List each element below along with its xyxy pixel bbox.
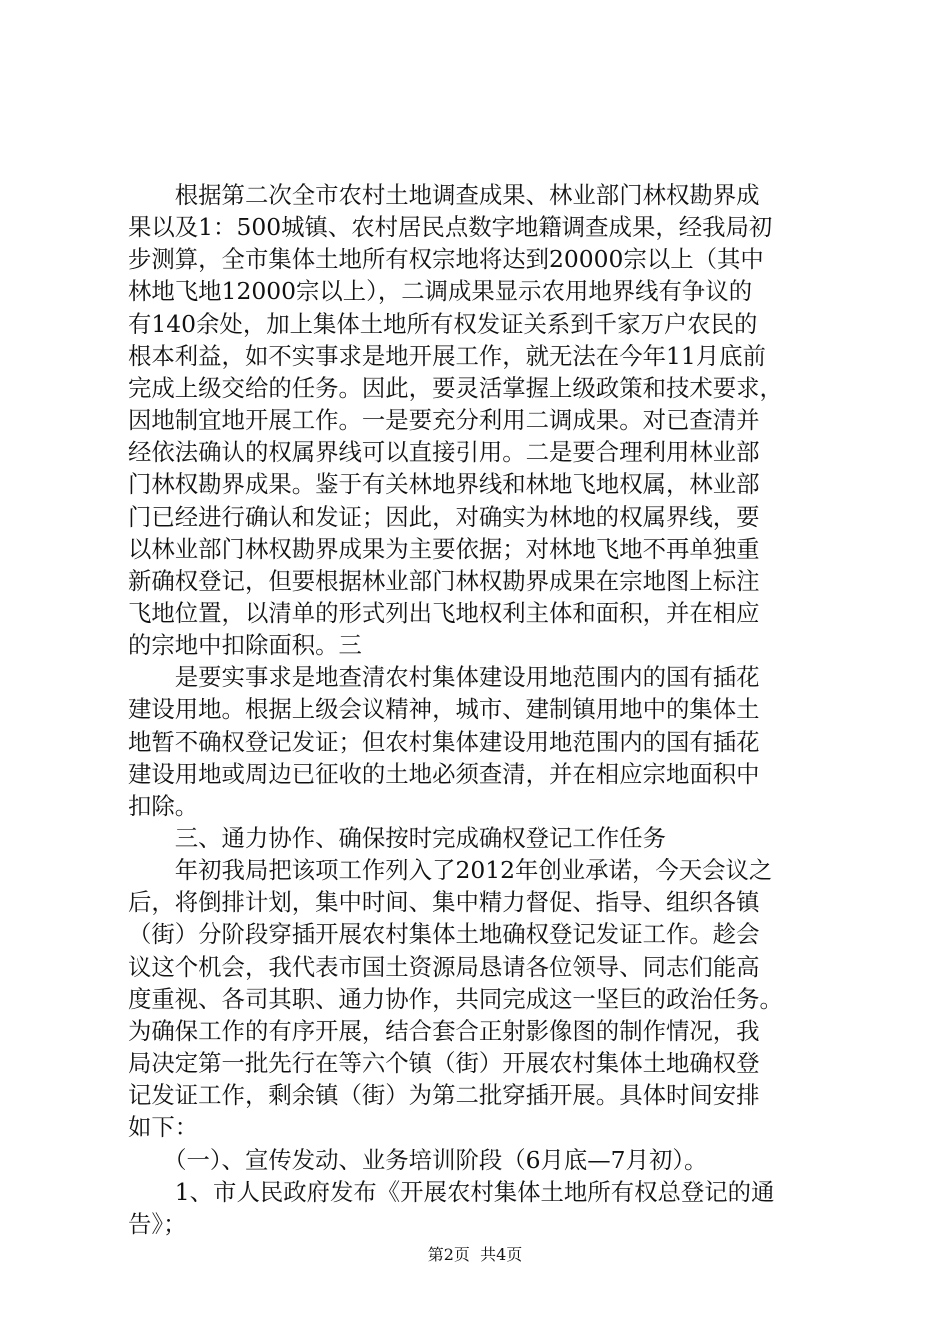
text-line: 建设用地。根据上级会议精神，城市、建制镇用地中的集体土 [128,695,760,724]
text-line: 有140余处，加上集体土地所有权发证关系到千家万户农民的 [128,309,758,338]
text-line: （街）分阶段穿插开展农村集体土地确权登记发证工作。趁会 [128,920,760,949]
text-line: 步测算，全市集体土地所有权宗地将达到20000宗以上（其中 [128,245,764,274]
text-line: 因地制宜地开展工作。一是要充分利用二调成果。对已查清并 [128,406,760,435]
text-line: 经依法确认的权属界线可以直接引用。二是要合理利用林业部 [128,438,760,467]
text-line: 为确保工作的有序开展，结合套合正射影像图的制作情况，我 [128,1016,760,1045]
text-line: 门已经进行确认和发证；因此，对确实为林地的权属界线，要 [128,502,760,531]
text-line: 年初我局把该项工作列入了2012年创业承诺，今天会议之 [128,856,773,885]
text-line: 扣除。 [128,791,199,820]
text-line: 的宗地中扣除面积。三 [128,631,362,660]
text-line: 议这个机会，我代表市国土资源局恳请各位领导、同志们能高 [128,952,760,981]
text-line: 告》； [128,1209,187,1238]
page-number-footer: 第2页 共4页 [427,1245,523,1264]
text-line: 飞地位置，以清单的形式列出飞地权利主体和面积，并在相应 [128,598,760,627]
text-line: 新确权登记，但要根据林业部门林权勘界成果在宗地图上标注 [128,566,760,595]
text-line: 根据第二次全市农村土地调查成果、林业部门林权勘界成 [128,181,760,209]
text-line: 是要实事求是地查清农村集体建设用地范围内的国有插花 [128,663,760,692]
text-line: 1、市人民政府发布《开展农村集体土地所有权总登记的通 [128,1177,775,1206]
text-line: （一）、宣传发动、业务培训阶段（6月底—7月初）。 [128,1145,708,1174]
text-line: 如下： [128,1113,199,1142]
text-line: 根本利益，如不实事求是地开展工作，就无法在今年11月底前 [128,341,766,370]
text-line: 完成上级交给的任务。因此，要灵活掌握上级政策和技术要求， [128,373,783,402]
text-line: 记发证工作，剩余镇（街）为第二批穿插开展。具体时间安排 [128,1081,760,1110]
text-line: 地暂不确权登记发证；但农村集体建设用地范围内的国有插花 [128,727,760,756]
text-line: 林地飞地12000宗以上），二调成果显示农用地界线有争议的 [128,277,753,306]
text-line: 果以及1：500城镇、农村居民点数字地籍调查成果，经我局初 [128,213,773,242]
text-line: 度重视、各司其职、通力协作，共同完成这一坚巨的政治任务。 [128,984,783,1013]
text-line: 门林权勘界成果。鉴于有关林地界线和林地飞地权属，林业部 [128,470,760,499]
text-line: 以林业部门林权勘界成果为主要依据；对林地飞地不再单独重 [128,534,760,563]
text-line: 建设用地或周边已征收的土地必须查清，并在相应宗地面积中 [128,759,760,788]
text-line: 局决定第一批先行在等六个镇（街）开展农村集体土地确权登 [128,1049,760,1078]
text-line: 三、通力协作、确保按时完成确权登记工作任务 [128,824,666,852]
text-line: 后，将倒排计划，集中时间、集中精力督促、指导、组织各镇 [128,888,760,917]
